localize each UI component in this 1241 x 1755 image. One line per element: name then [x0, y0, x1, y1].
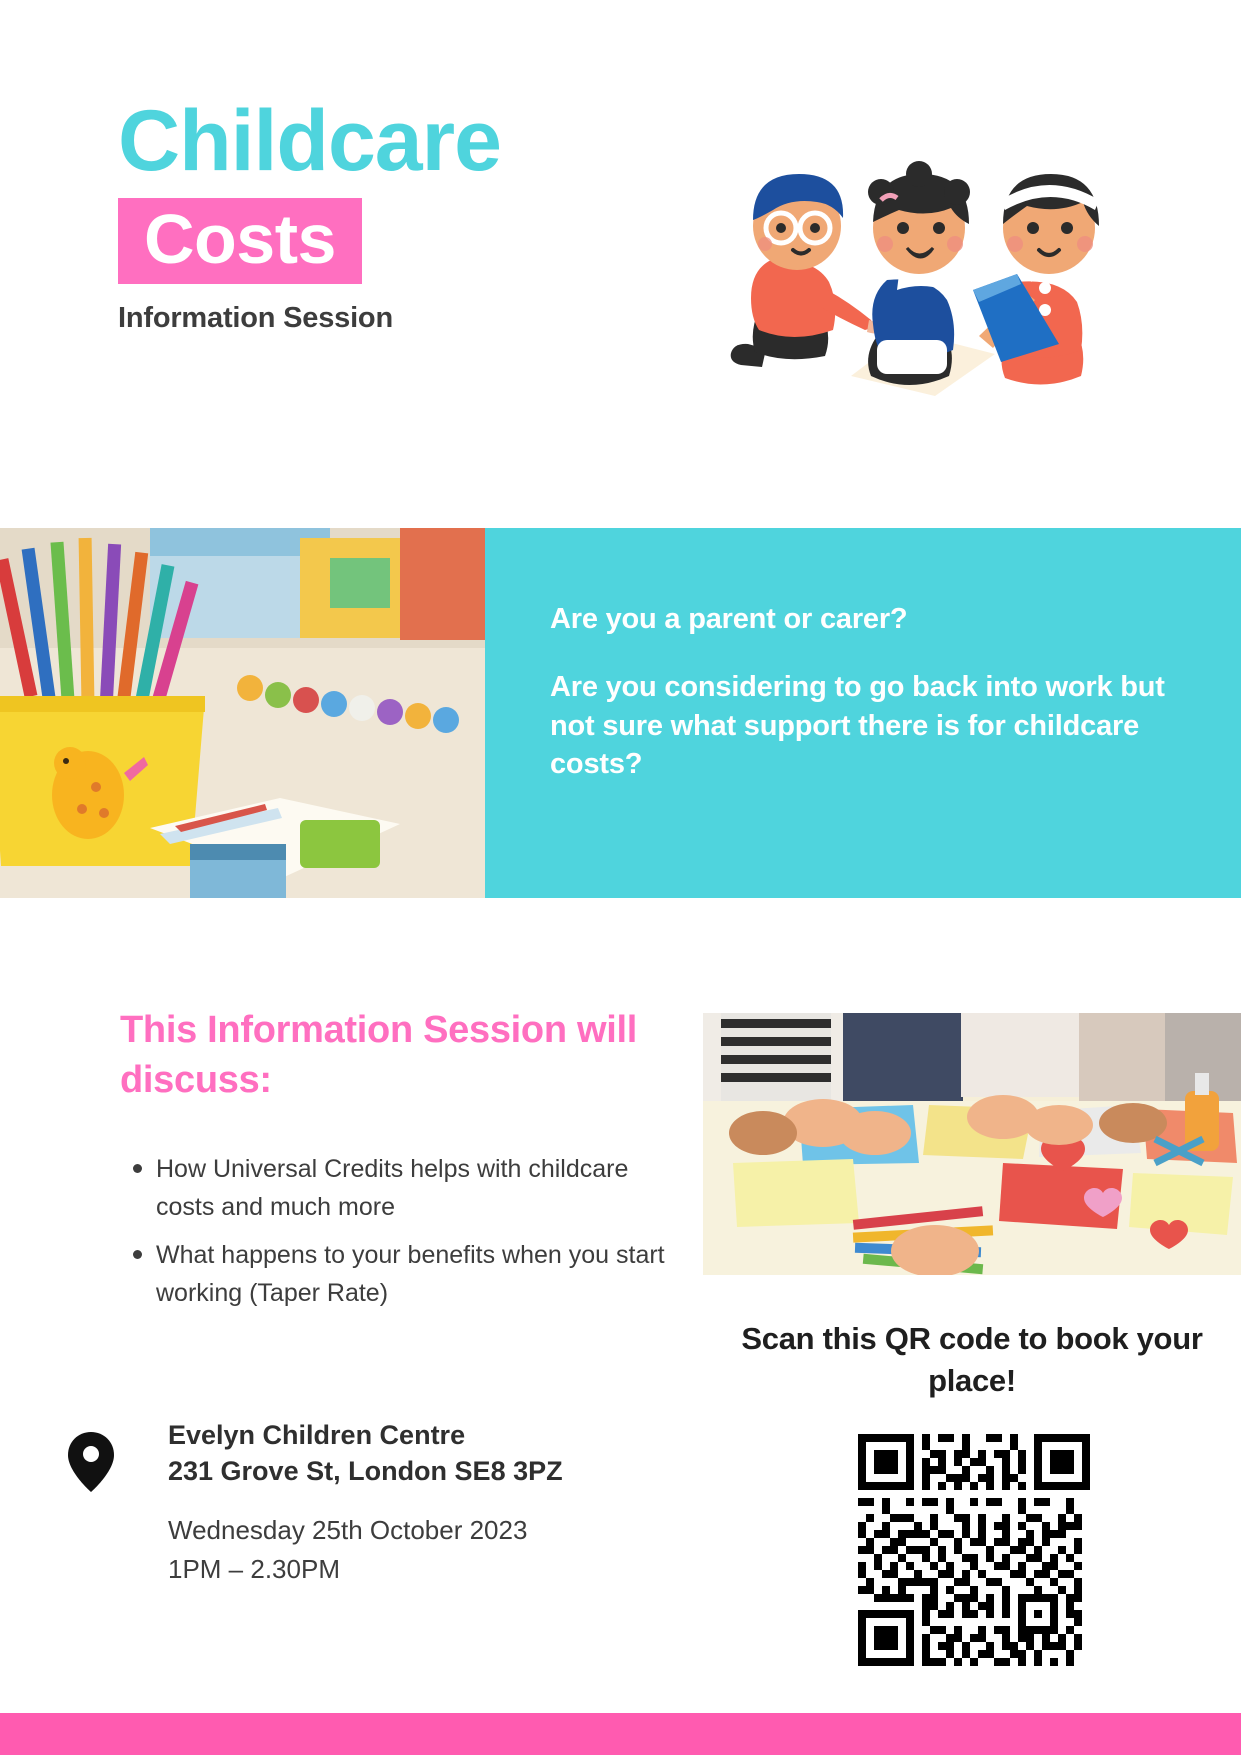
qr-heading: Scan this QR code to book your place! — [741, 1321, 1203, 1399]
child-right-illustration — [973, 174, 1099, 385]
venue-name: Evelyn Children Centre — [168, 1420, 466, 1450]
session-tagline: Information Session — [118, 302, 393, 334]
list-item: How Universal Credits helps with childcare costs and much more — [156, 1150, 676, 1226]
event-time: 1PM – 2.30PM — [168, 1554, 340, 1585]
footer-bar — [0, 1713, 1241, 1755]
title-highlight — [118, 198, 362, 284]
page-subtitle: Costs — [144, 200, 336, 278]
three-children-reading-illustration — [701, 140, 1131, 400]
question-text-panel — [485, 528, 1241, 898]
page-title: Childcare — [118, 93, 501, 189]
discuss-bullet-list — [128, 1150, 676, 1322]
question-band — [0, 528, 1241, 898]
location-pin-icon — [68, 1432, 114, 1492]
children-making-paper-crafts-photo — [703, 1013, 1241, 1275]
list-item: What happens to your benefits when you start working (Taper Rate) — [156, 1236, 676, 1312]
qr-code[interactable] — [858, 1434, 1090, 1666]
event-date: Wednesday 25th October 2023 — [168, 1515, 528, 1546]
flyer-header — [0, 0, 1241, 520]
venue-address: 231 Grove St, London SE8 3PZ — [168, 1455, 563, 1486]
question-2: Are you considering to go back into work but not sure what support there is for childcare costs? — [550, 671, 1165, 780]
pencil-pot-and-books-photo — [0, 528, 485, 898]
child-left-illustration — [731, 174, 887, 367]
venue-block — [168, 1418, 688, 1589]
title-block — [118, 93, 718, 335]
discuss-heading: This Information Session will discuss: — [120, 1009, 638, 1102]
question-1: Are you a parent or carer? — [550, 603, 908, 635]
